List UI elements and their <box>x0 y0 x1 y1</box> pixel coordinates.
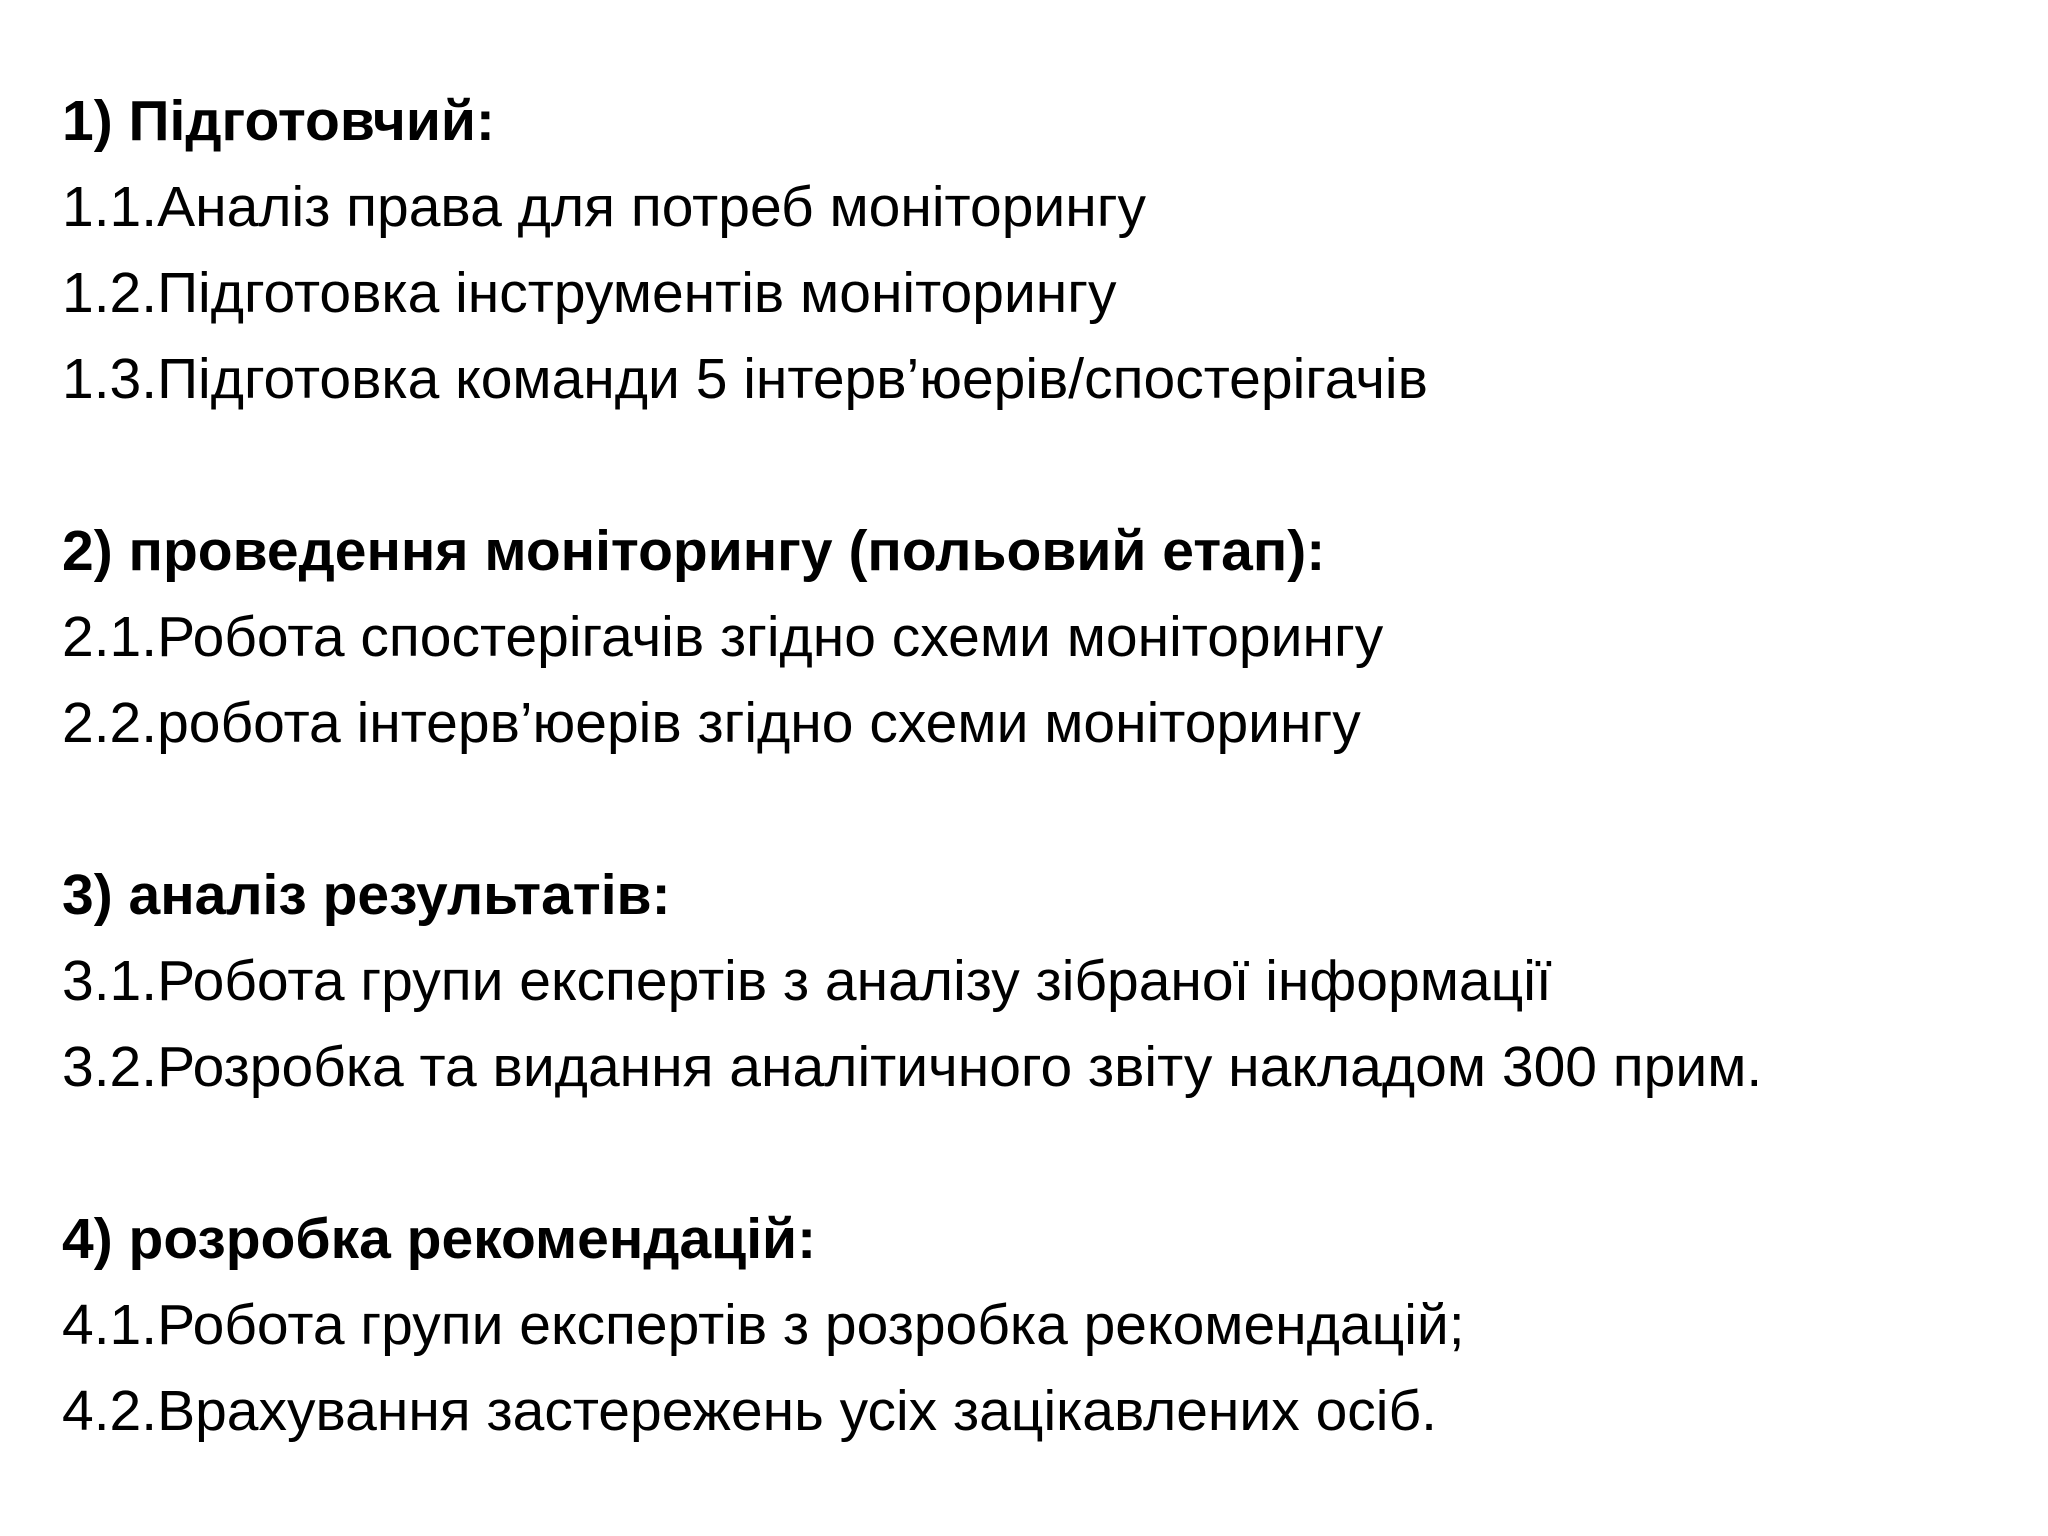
section-recommendations <box>62 1196 2022 1454</box>
list-item: 1.1.Аналіз права для потреб моніторингу <box>62 175 1147 239</box>
section-preparatory <box>62 78 2022 422</box>
section-heading: 1) Підготовчий: <box>62 89 495 153</box>
list-item: 2.2.робота інтерв’юерів згідно схеми моніторингу <box>62 691 1361 755</box>
list-item: 1.2.Підготовка інструментів моніторингу <box>62 261 1117 325</box>
section-monitoring <box>62 508 2022 766</box>
section-heading: 4) розробка рекомендацій: <box>62 1207 817 1271</box>
list-item: 3.2.Розробка та видання аналітичного звіту накладом 300 прим. <box>62 1035 1763 1099</box>
list-item: 4.1.Робота групи експертів з розробка рекомендацій; <box>62 1293 1465 1357</box>
list-item: 1.3.Підготовка команди 5 інтерв’юерів/спостерігачів <box>62 347 1428 411</box>
section-analysis <box>62 852 2022 1110</box>
list-item: 4.2.Врахування застережень усіх зацікавлених осіб. <box>62 1379 1437 1443</box>
section-heading: 2) проведення моніторингу (польовий етап): <box>62 519 1326 583</box>
slide-content <box>62 78 2022 1454</box>
section-heading: 3) аналіз результатів: <box>62 863 671 927</box>
list-item: 3.1.Робота групи експертів з аналізу зібраної інформації <box>62 949 1552 1013</box>
list-item: 2.1.Робота спостерігачів згідно схеми моніторингу <box>62 605 1384 669</box>
